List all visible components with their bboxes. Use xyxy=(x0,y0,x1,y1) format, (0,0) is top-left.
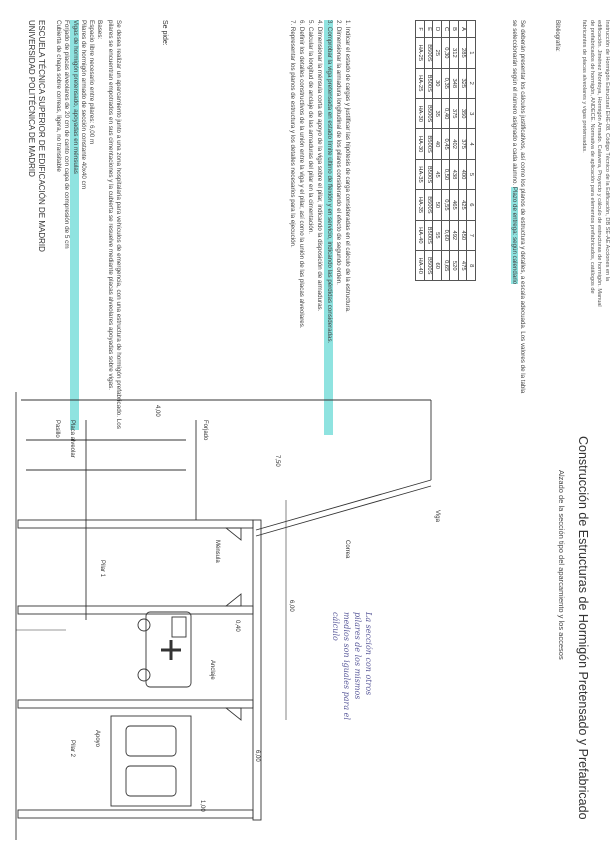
table-cell: B500S xyxy=(425,129,434,159)
car-icon xyxy=(126,726,176,756)
table-cell: HA-35 xyxy=(416,159,425,189)
table-header-cell: 5 xyxy=(467,159,476,189)
table-cell: 375 xyxy=(459,129,468,159)
handwritten-note: La sección con otros pilares de los mismos medios son iguales para el cálculo xyxy=(331,612,373,720)
table-cell: 492 xyxy=(450,220,459,250)
table-cell: C xyxy=(442,21,451,38)
table-cell: F xyxy=(416,21,425,38)
corbel-1 xyxy=(226,528,241,540)
note-text: Se deberán presentar los cálculos justificativos, así como los planos de estructura y detalles, a escala adecuada. Los valores de la tabla se seleccionarán según el número asignado a cada alumno. xyxy=(510,20,526,394)
ambulance-wheel xyxy=(138,619,150,631)
column-2 xyxy=(18,606,253,614)
table-cell: 0,40 xyxy=(442,99,451,129)
table-cell: 25 xyxy=(433,38,442,68)
ambulance-wheel xyxy=(138,669,150,681)
bibliography-text: Instrucción de Hormigón Estructural EHE-08. Código Técnico de la Edificación, DB SE-AE Acciones en la edificación. Jiménez Montoya, Hormigón Armado. Calavera, Proyecto y cálculo de estructuras de hormigón. Manual de prefabricados de hormigón, ANDECE. Normativa de aplicación para elementos prefabricados, catálogos de fabricantes de placas alveolares y vigas pretensadas. xyxy=(581,20,610,307)
corbel-3 xyxy=(226,708,241,720)
drawing-subtitle: Alzado de la sección tipo del aparcamiento y los accesos xyxy=(557,470,566,660)
table-cell: 0,45 xyxy=(442,129,451,159)
bases-item: Espacio libre necesario entre pilares: 6,00 m xyxy=(88,20,96,145)
table-cell: 438 xyxy=(450,159,459,189)
table-cell: HA-30 xyxy=(416,99,425,129)
question-item: 1. Indicar el estado de cargas y justificar las hipótesis de carga consideradas en el cálculo de la estructura. xyxy=(344,20,351,313)
label-anclaje: Anclaje xyxy=(209,660,215,680)
table-header-cell: 2 xyxy=(467,68,476,98)
question-item: 5. Calcular la longitud de anclaje de las armaduras del pilar en la cimentación. xyxy=(307,20,315,234)
table-cell: 465 xyxy=(450,190,459,220)
column-1 xyxy=(18,520,253,528)
dimension-label: 6,00 xyxy=(254,750,260,762)
table-header-cell: 1 xyxy=(467,38,476,68)
label-pilar2: Pilar 2 xyxy=(69,740,75,758)
table-cell: B500S xyxy=(425,220,434,250)
table-cell: 312 xyxy=(450,38,459,68)
dimension-label: 6,00 xyxy=(288,600,294,612)
ambulance-window xyxy=(172,617,186,637)
school-name: ESCUELA TÉCNICA SUPERIOR DE EDIFICACIÓN DE MADRID xyxy=(37,20,46,252)
table-header-cell: 8 xyxy=(467,251,476,281)
table-cell: 0,50 xyxy=(442,159,451,189)
table-cell: B500S xyxy=(425,38,434,68)
table-cell: 55 xyxy=(433,220,442,250)
label-pasillo: Pasillo xyxy=(54,420,60,438)
label-apoyo: Apoyo xyxy=(94,730,100,748)
slanted-roof-inner xyxy=(256,486,431,536)
question-item: 6. Definir los detalles constructivos de la unión entre la viga y el pilar, así como la unión de las placas alveolares. xyxy=(297,20,305,329)
table-cell: 40 xyxy=(433,129,442,159)
table-cell: HA-40 xyxy=(416,220,425,250)
table-cell: 0,65 xyxy=(442,251,451,281)
table-cell: 285 xyxy=(459,38,468,68)
table-cell: HA-35 xyxy=(416,190,425,220)
table-cell: HA-25 xyxy=(416,38,425,68)
slanted-roof xyxy=(256,480,431,530)
table-cell: 0,60 xyxy=(442,220,451,250)
table-cell: 35 xyxy=(433,99,442,129)
table-cell: 45 xyxy=(433,159,442,189)
university-name: UNIVERSIDAD POLITÉCNICA DE MADRID xyxy=(27,20,36,177)
label-pilar1: Pilar 1 xyxy=(99,560,105,578)
dimension-label: 4,00 xyxy=(154,405,160,417)
corbel-2 xyxy=(226,594,241,606)
bibliography-title: Bibliografía: xyxy=(554,20,560,52)
table-cell: 0,55 xyxy=(442,190,451,220)
table-cell: 425 xyxy=(459,190,468,220)
question-item: 4. Dimensionar la ménsula corta de apoyo de la viga sobre el pilar, indicando la disposición de armaduras. xyxy=(316,20,324,312)
column-3 xyxy=(18,700,253,708)
table-cell: 475 xyxy=(459,251,468,281)
beam-rect xyxy=(253,520,261,820)
column-4 xyxy=(18,810,253,818)
bases-item: Pilares de hormigón armado de sección constante 40x40 cm xyxy=(79,20,87,190)
table-cell: HA-30 xyxy=(416,129,425,159)
table-cell: 60 xyxy=(433,251,442,281)
table-header-cell: 3 xyxy=(467,99,476,129)
intro-text: Se desea realizar un aparcamiento junto a una zona hospitalaria para vehículos de emergencia, con una estructura de hormigón prefabricado. Los pilares se encuentran empotrados en sus cimentaciones y la cubierta se resuelve mediante placas alveolares apoyadas sobre vigas. xyxy=(106,20,122,429)
table-cell: 50 xyxy=(433,190,442,220)
table-cell: 325 xyxy=(459,68,468,98)
table-cell: 0,30 xyxy=(442,38,451,68)
drawing-title: Construcción de Estructuras de Hormigón Pretensado y Prefabricado xyxy=(576,436,590,820)
table-cell: B500S xyxy=(425,99,434,129)
table-cell: E xyxy=(425,21,434,38)
label-forjado: Forjado xyxy=(202,420,208,441)
table-header-cell: 7 xyxy=(467,220,476,250)
table-cell: HA-40 xyxy=(416,251,425,281)
table-cell: 520 xyxy=(450,251,459,281)
dimension-label: 7,50 xyxy=(274,455,280,467)
car-icon xyxy=(126,766,176,796)
question-item: 2. Dimensionar la armadura longitudinal de los pilares considerando el efecto de segundo orden. xyxy=(334,20,342,285)
bases-item: Vigas de hormigón pretensado, apoyadas en ménsulas xyxy=(70,20,78,430)
table-cell: 450 xyxy=(459,220,468,250)
label-correa: Correa xyxy=(344,540,350,559)
table-header-cell: 4 xyxy=(467,129,476,159)
label-placa: Placa alveolar xyxy=(69,420,75,458)
label-mensula: Ménsula xyxy=(214,540,220,563)
table-cell: B500S xyxy=(425,159,434,189)
label-viga: Viga xyxy=(434,510,440,522)
dimension-label: 0,40 xyxy=(234,620,240,632)
table-cell: 400 xyxy=(459,159,468,189)
question-item: 3. Comprobar la viga pretensada en estado límite último de flexión y en servicio, indicando las pérdidas consideradas. xyxy=(324,20,332,435)
table-cell: 30 xyxy=(433,68,442,98)
table-cell: B500S xyxy=(425,190,434,220)
table-cell: 348 xyxy=(450,68,459,98)
table-cell: B500S xyxy=(425,68,434,98)
table-cell: 350 xyxy=(459,99,468,129)
table-cell: 0,35 xyxy=(442,68,451,98)
bases-item: Forjado de placas alveolares de 20 cm de canto con capa de compresión de 5 cm xyxy=(63,20,71,249)
table-cell: D xyxy=(433,21,442,38)
table-cell: B500S xyxy=(425,251,434,281)
bases-title: Bases: xyxy=(96,20,104,40)
question-item: 7. Representar los planos de estructura y los detalles necesarios para la ejecución. xyxy=(288,20,296,248)
table-cell: B xyxy=(450,21,459,38)
table-cell: 402 xyxy=(450,129,459,159)
table-cell: 375 xyxy=(450,99,459,129)
bases-item: Cubierta de chapa sobre correas, ligera, no transitable xyxy=(54,20,62,172)
dimension-label: 1,00 xyxy=(199,800,205,812)
table-header-cell: 6 xyxy=(467,190,476,220)
note-highlight: Plazo de entrega: según calendario xyxy=(510,186,518,285)
table-cell: HA-25 xyxy=(416,68,425,98)
car-bay xyxy=(111,716,191,806)
questions-title: Se pide: xyxy=(161,20,168,46)
table-cell: A xyxy=(459,21,468,38)
